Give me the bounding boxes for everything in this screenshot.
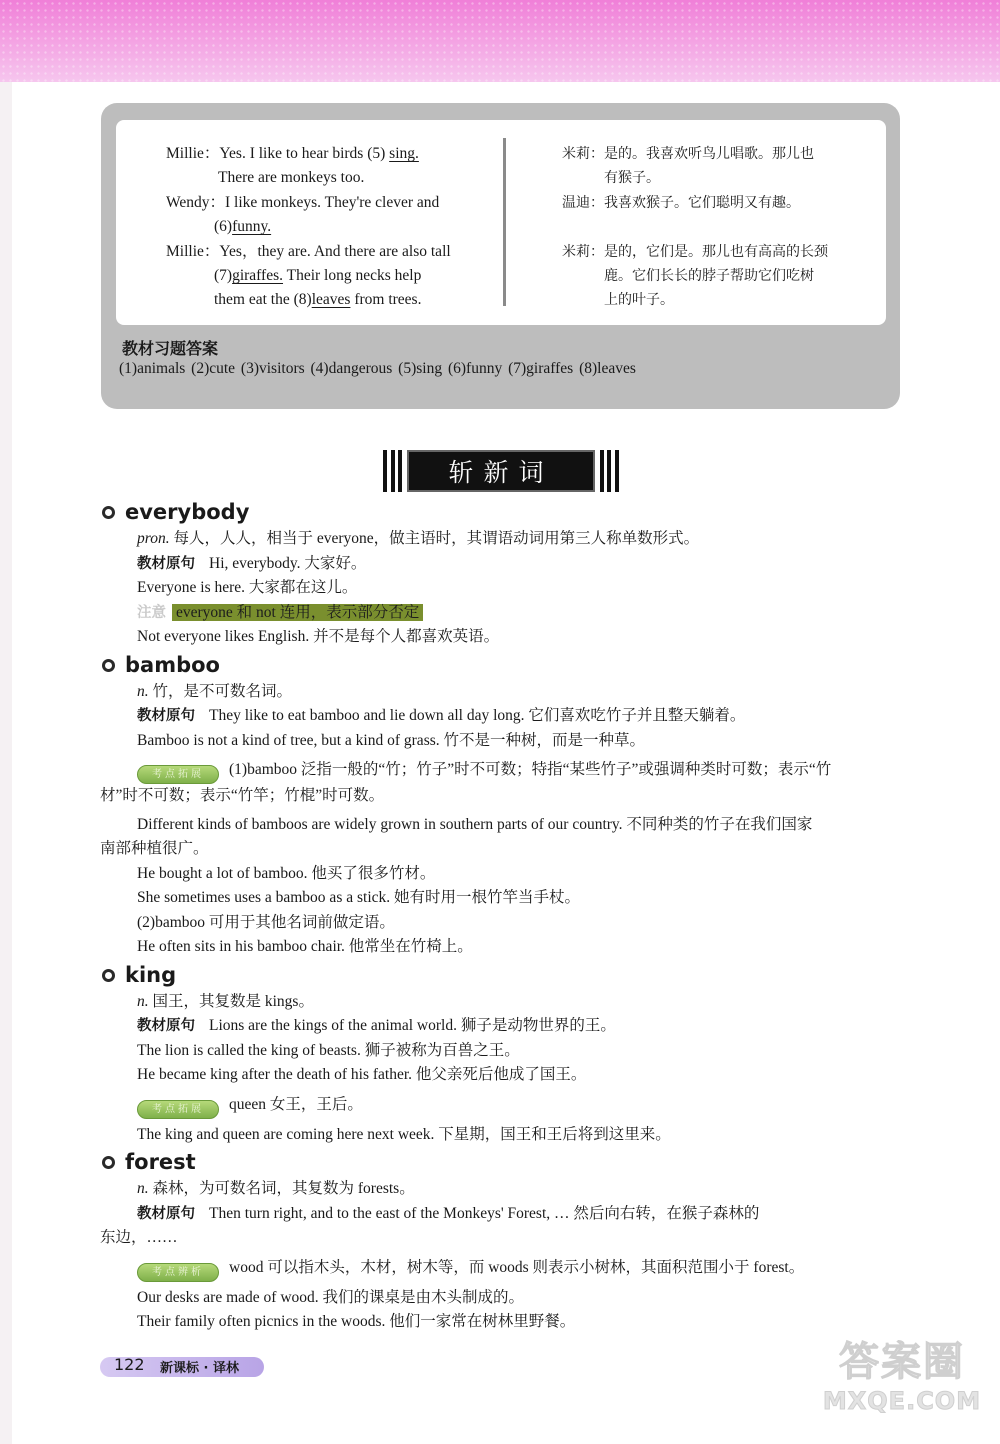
dialogue-chinese (562, 142, 880, 313)
headword-text: bamboo (125, 652, 220, 677)
example: He became king after the death of his father. 他父亲死后他成了国王。 (137, 1066, 587, 1083)
header-dot-pattern (0, 0, 1000, 82)
original-sentence (100, 552, 908, 577)
note-text: everyone 和 not 连用，表示部分否定 (172, 604, 423, 621)
example-text: They like to eat bamboo and lie down all day long. 它们喜欢吃竹子并且整天躺着。 (209, 707, 746, 724)
original-sentence (100, 1202, 908, 1227)
definition-text: 森林，为可数名词，其复数为 forests。 (148, 1180, 415, 1197)
example: The lion is called the king of beasts. 狮子被称为百兽之王。 (137, 1041, 520, 1059)
part-of-speech: n. (137, 1180, 149, 1197)
dialogue-en-line-6 (166, 264, 488, 288)
dialogue-text: them eat the (8) (214, 291, 312, 309)
note-tag: 注意 (137, 604, 166, 621)
answer-blank: giraffes. (232, 267, 284, 285)
example: He bought a lot of bamboo. 他买了很多竹材。 (137, 864, 436, 882)
example: Everyone is here. 大家都在这儿。 (137, 579, 358, 596)
headword-bamboo (100, 651, 908, 680)
dialogue-text: Their long necks help (283, 267, 422, 285)
dialogue-en-line-3: Wendy：I like monkeys. They're clever and (166, 193, 440, 211)
original-sentence-tag: 教材原句 (137, 708, 195, 724)
headword-text: everybody (125, 500, 250, 524)
headword-everybody (100, 498, 908, 527)
example-text: Hi, everybody. 大家好。 (209, 554, 367, 572)
dialogue-divider (503, 138, 506, 306)
dialogue-en-line-5: Millie：Yes，they are. And there are also tall (166, 242, 451, 260)
extension (100, 1093, 908, 1119)
original-sentence (100, 1014, 908, 1039)
original-sentence-tag: 教材原句 (137, 555, 195, 572)
page-number: 122 (114, 1355, 145, 1374)
banner-stripe (398, 450, 402, 492)
dialogue-cn-line-1: 米莉：是的。我喜欢听鸟儿唱歌。那儿也 (562, 146, 814, 162)
part-of-speech: n. (137, 992, 149, 1010)
dialogue-text: (7) (214, 267, 233, 285)
analysis-text: wood 可以指木头，木材，树木等，而 woods 则表示小树林，其面积范围小于 forest。 (229, 1258, 805, 1276)
banner-stripe (615, 450, 619, 492)
dialogue-cn-line-3: 温迪：我喜欢猴子。它们聪明又有趣。 (562, 194, 800, 211)
dialogue-cn-line-4: 米莉：是的，它们是。那儿也有高高的长颈 (562, 243, 828, 260)
example: He often sits in his bamboo chair. 他常坐在竹椅上。 (137, 938, 473, 955)
part-of-speech: n. (137, 682, 149, 700)
example-text: Lions are the kings of the animal world. 狮子是动物世界的王。 (209, 1017, 616, 1034)
analysis (100, 1256, 908, 1282)
headword-text: forest (125, 1150, 196, 1174)
banner-stripe (383, 450, 387, 492)
example: The king and queen are coming here next week. 下星期，国王和王后将到这里来。 (137, 1125, 671, 1143)
watermark-top: 答案圈 (839, 1339, 965, 1385)
header-band (0, 0, 1000, 82)
extension (100, 758, 908, 784)
banner-stripe (600, 450, 604, 492)
example: Their family often picnics in the woods. 他们一家常在树林里野餐。 (137, 1313, 576, 1330)
extension-text: queen 女王，王后。 (229, 1095, 363, 1113)
dialogue-text: (6) (214, 218, 233, 236)
dialogue-cn-line-2: 有猴子。 (604, 170, 660, 187)
original-sentence-tag: 教材原句 (137, 1205, 195, 1222)
section-title: 斩新词 (407, 450, 595, 492)
footer-series: 新课标 · 译林 (160, 1361, 239, 1376)
bullet-icon (102, 1156, 115, 1169)
dialogue-english (166, 142, 488, 313)
extension-text: (1)bamboo 泛指一般的“竹；竹子”时不可数；特指“某些竹子”或强调种类时可数；表示“竹 (229, 761, 832, 778)
answers-title: 教材习题答案 (122, 339, 219, 358)
example-text: Then turn right, and to the east of the Monkeys' Forest, … 然后向右转，在猴子森林的 (209, 1204, 760, 1222)
watermark-logo (812, 1330, 992, 1436)
vocabulary-content (100, 498, 908, 1335)
example: Different kinds of bamboos are widely grown in southern parts of our country. 不同种类的竹子在我们国家 (137, 815, 813, 833)
dialogue-en-line-7 (166, 288, 488, 312)
extension-tag: 考点拓展 (137, 765, 219, 784)
definition (100, 1177, 908, 1202)
original-sentence-cont: 东边，…… (100, 1229, 178, 1246)
banner-stripe (607, 450, 611, 492)
extension-cont: 材”时不可数；表示“竹竿；竹棍”时可数。 (100, 787, 385, 804)
extension-tag: 考点拓展 (137, 1100, 219, 1119)
answer-blank: leaves (311, 291, 351, 309)
watermark-bottom: MXQE.COM (822, 1387, 982, 1415)
bullet-icon (102, 659, 115, 672)
headword-text: king (125, 962, 177, 987)
answer-blank: sing. (389, 145, 419, 162)
definition (100, 680, 908, 705)
dialogue-cn-line-5: 鹿。它们长长的脖子帮助它们吃树 (604, 268, 814, 285)
dialogue-en-line-4 (166, 215, 488, 239)
definition-text: 国王，其复数是 kings。 (148, 992, 314, 1010)
answers-line: (1)animals (2)cute (3)visitors (4)dangerous (5)sing (6)funny (7)giraffes (8)leaves (119, 360, 636, 377)
definition (100, 527, 908, 552)
dialogue-en-line-1 (166, 142, 488, 166)
headword-king (100, 961, 908, 990)
dialogue-cn-gap (562, 215, 880, 239)
part-of-speech: pron. (137, 530, 170, 547)
definition-text: 竹，是不可数名词。 (148, 682, 293, 700)
example: Bamboo is not a kind of tree, but a kind of grass. 竹不是一种树，而是一种草。 (137, 731, 646, 749)
dialogue-cn-line-6: 上的叶子。 (604, 292, 674, 309)
banner-stripe (391, 450, 395, 492)
section-banner (383, 450, 619, 492)
left-margin-strip (0, 82, 12, 1444)
definition-text: 每人，人人，相当于 everyone，做主语时，其谓语动词用第三人称单数形式。 (169, 530, 700, 547)
dialogue-text: Millie：Yes. I like to hear birds (5) (166, 145, 390, 162)
bullet-icon (102, 506, 115, 519)
definition (100, 990, 908, 1015)
example: Not everyone likes English. 并不是每个人都喜欢英语。 (137, 628, 500, 645)
answer-blank: funny. (232, 218, 272, 236)
headword-forest (100, 1148, 908, 1177)
bullet-icon (102, 969, 115, 982)
dialogue-text: from trees. (350, 291, 422, 309)
original-sentence (100, 704, 908, 729)
example-cont: 南部种植很广。 (100, 840, 209, 857)
analysis-tag: 考点辨析 (137, 1263, 219, 1282)
example: She sometimes uses a bamboo as a stick. 她有时用一根竹竿当手杖。 (137, 889, 580, 906)
original-sentence-tag: 教材原句 (137, 1018, 195, 1034)
extension-point: (2)bamboo 可用于其他名词前做定语。 (137, 913, 395, 931)
note (100, 601, 908, 626)
example: Our desks are made of wood. 我们的课桌是由木头制成的。 (137, 1288, 525, 1306)
dialogue-en-line-2: There are monkeys too. (218, 169, 365, 187)
